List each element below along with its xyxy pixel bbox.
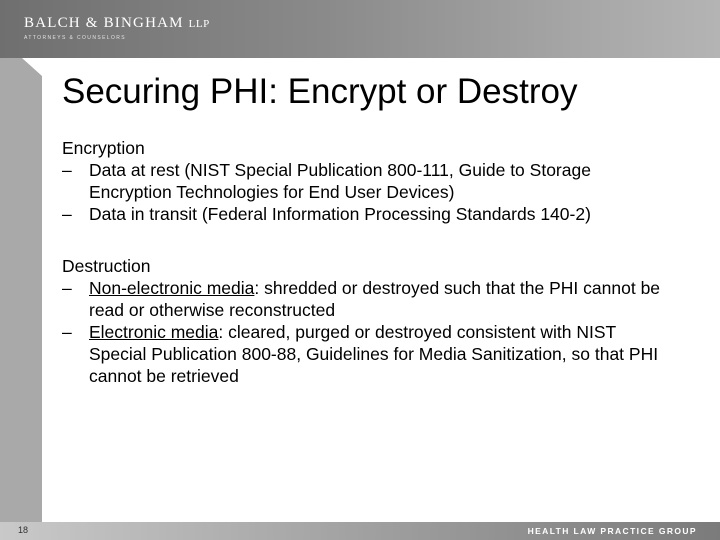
bullet-data-in-transit: [62, 203, 662, 225]
slide-body: [62, 137, 662, 387]
bullet-data-at-rest: [62, 159, 662, 203]
left-decor-column: [0, 58, 42, 522]
bullet-dash: –: [62, 160, 72, 180]
section-spacer: [62, 225, 662, 255]
header-band: [0, 0, 720, 58]
bullet-electronic-media: [62, 321, 662, 387]
bullet-term: Non-electronic media: [89, 278, 255, 298]
bullet-term: Electronic media: [89, 322, 219, 342]
bullet-text: : cleared, purged or destroyed consistent with NIST Special Publication 800-88, Guidelines for Media Sanitization, so that PHI cannot be retrieved: [89, 322, 659, 386]
bullet-dash: –: [62, 322, 72, 342]
practice-group-label: HEALTH LAW PRACTICE GROUP: [527, 526, 697, 536]
bullet-text: Data in transit (Federal Information Processing Standards 140-2): [89, 204, 591, 224]
bullet-dash: –: [62, 278, 72, 298]
section-heading-encryption: Encryption: [62, 138, 145, 158]
footer-band: [0, 522, 720, 540]
bullet-non-electronic-media: [62, 277, 662, 321]
slide-title: Securing PHI: Encrypt or Destroy: [62, 72, 578, 111]
firm-suffix: LLP: [188, 18, 210, 30]
bullet-dash: –: [62, 204, 72, 224]
firm-tagline: ATTORNEYS & COUNSELORS: [24, 35, 127, 41]
page-number: 18: [18, 525, 29, 535]
firm-logo: [24, 15, 210, 32]
bullet-text: : shredded or destroyed such that the PHI cannot be read or otherwise reconstructed: [89, 278, 661, 320]
bullet-text: Data at rest (NIST Special Publication 800-111, Guide to Storage Encryption Technologies for End User Devices): [89, 160, 591, 202]
corner-notch: [22, 58, 42, 76]
firm-name: BALCH & BINGHAM: [24, 15, 184, 31]
section-heading-destruction: Destruction: [62, 256, 151, 276]
